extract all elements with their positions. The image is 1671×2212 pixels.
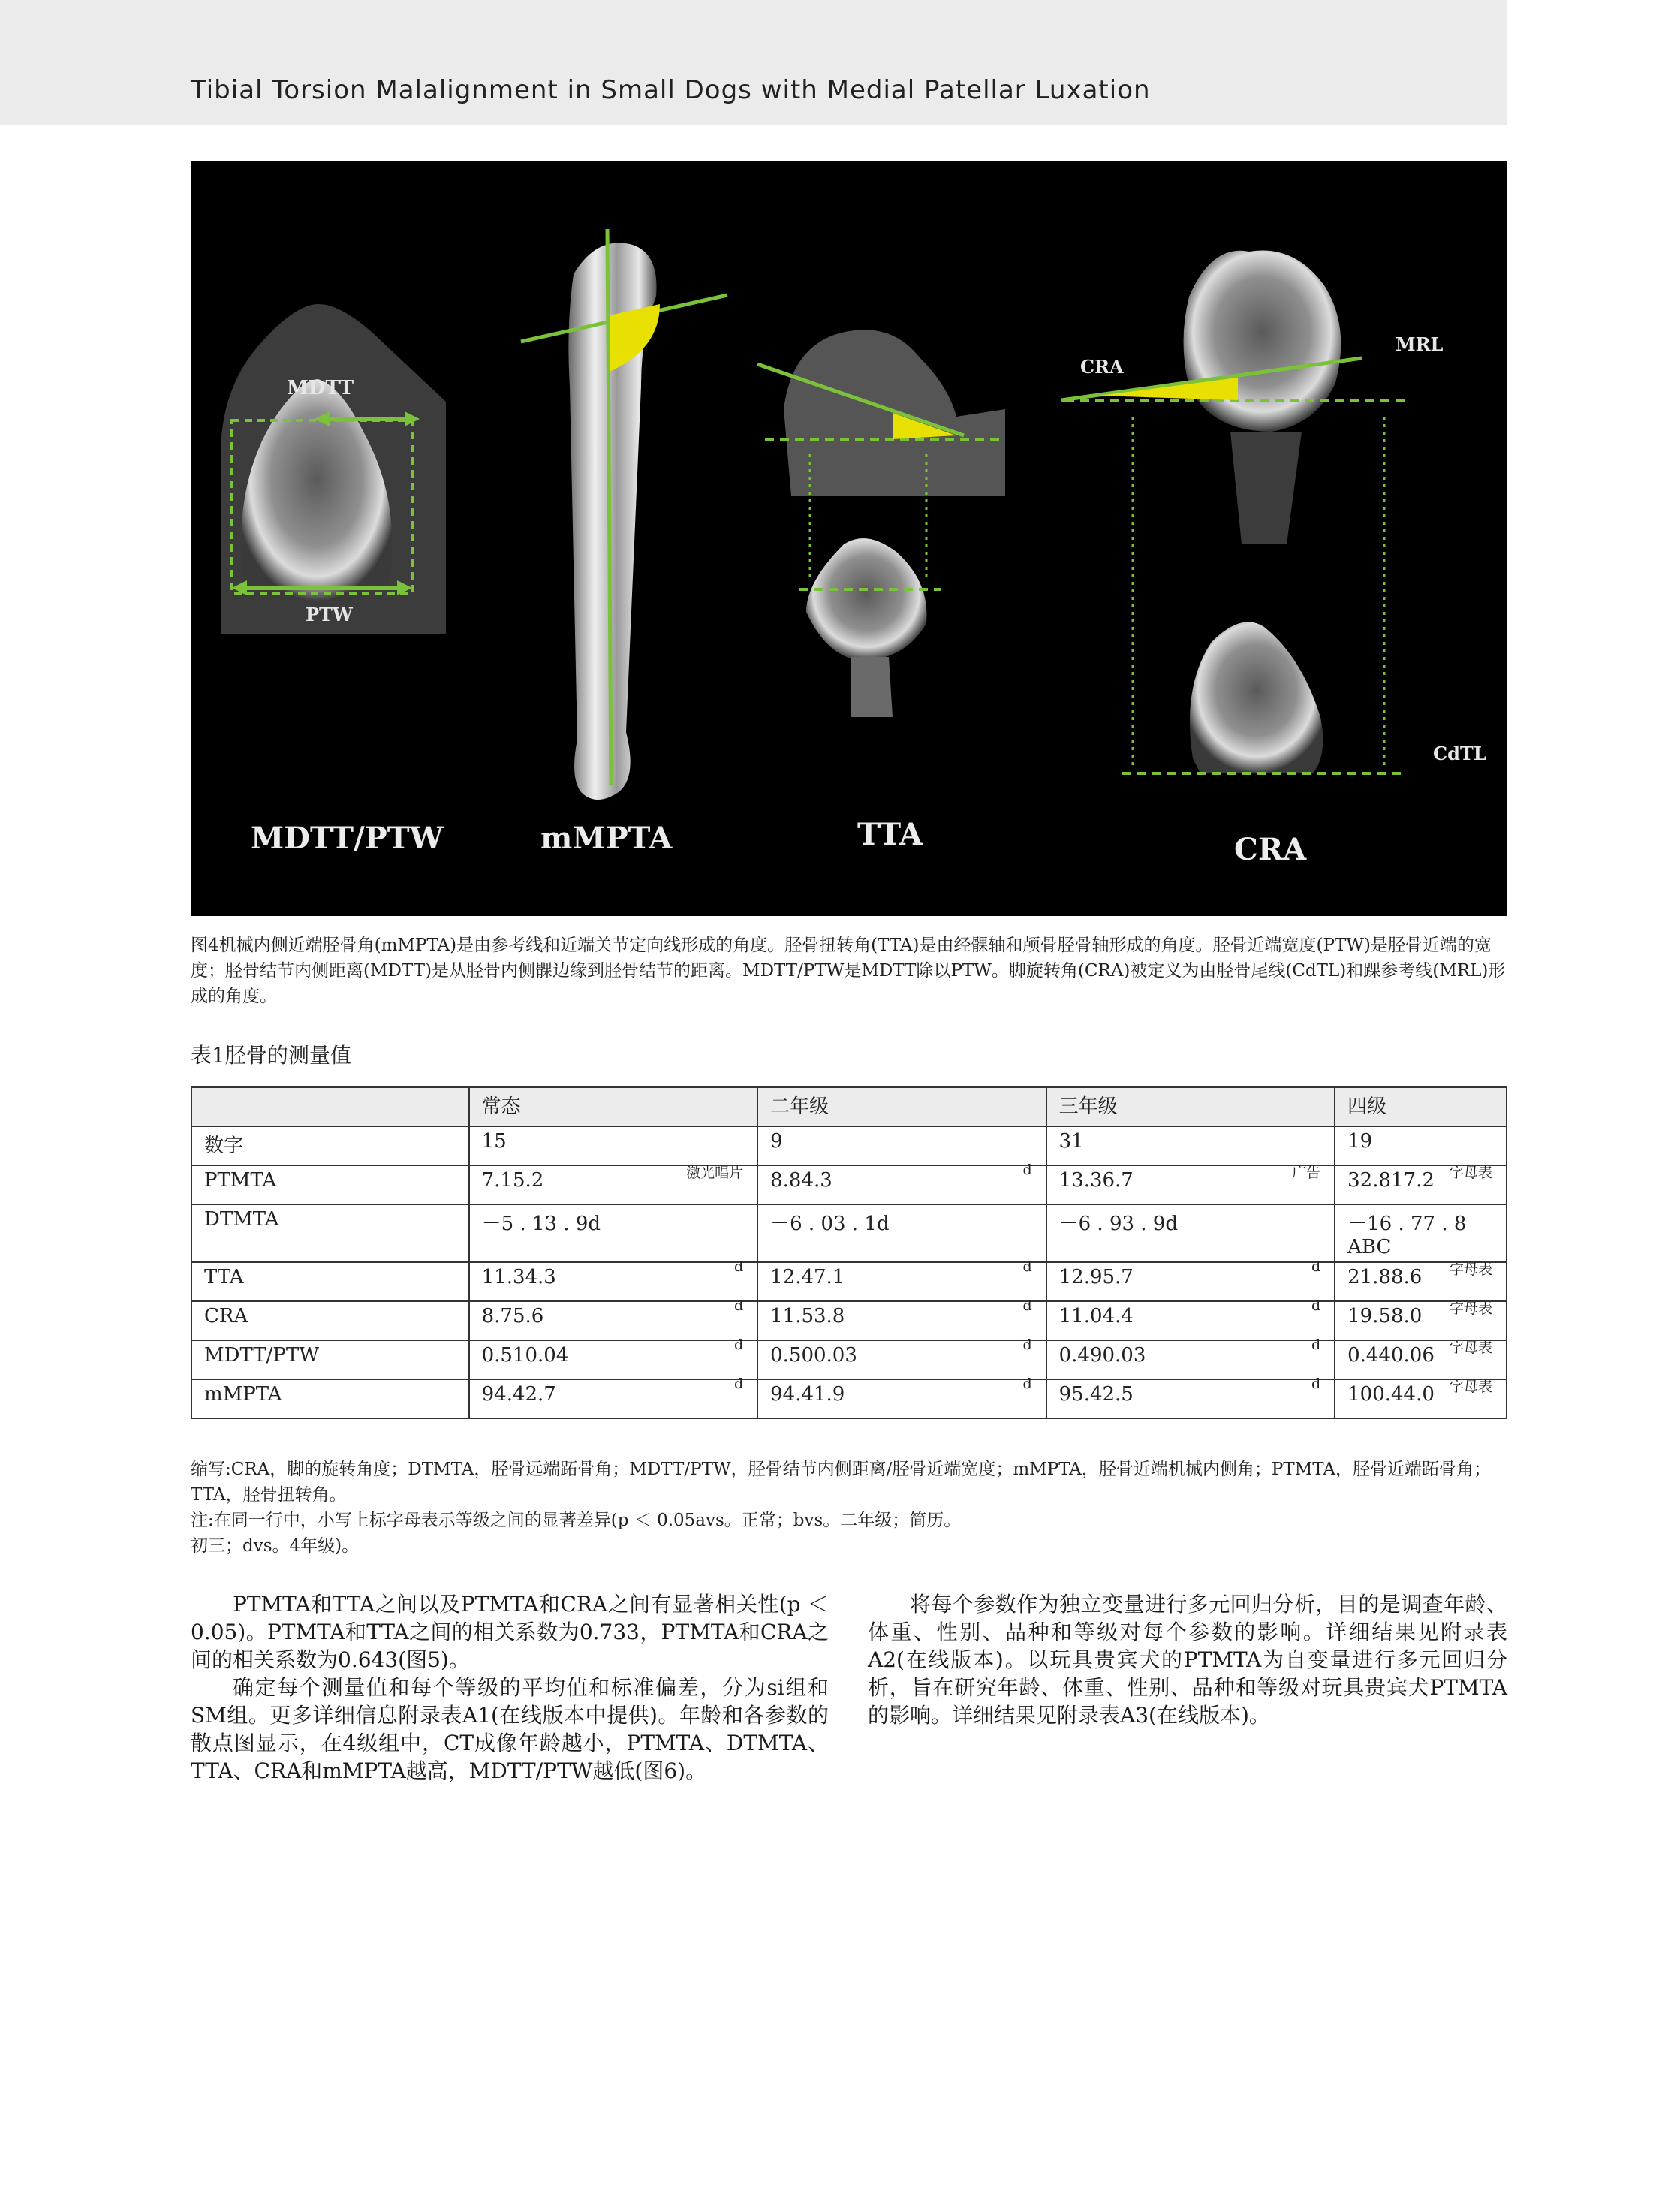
significance-superscript: d — [1311, 1376, 1321, 1392]
table-cell — [1335, 1204, 1507, 1262]
cell-value: －6 . 93 . 9d — [1058, 1213, 1179, 1235]
significance-superscript: d — [733, 1376, 744, 1392]
table-header-cell: 四级 — [1335, 1087, 1507, 1126]
mrl-annotation: MRL — [1396, 333, 1444, 355]
cell-value: 12.47.1 — [770, 1266, 845, 1288]
table-cell — [469, 1204, 758, 1262]
distal-tibia-axial — [806, 538, 927, 661]
table-header-cell: 三年级 — [1046, 1087, 1335, 1126]
significance-superscript: 字母表 — [1449, 1261, 1492, 1278]
cell-value: －16 . 77 . 8 ABC — [1347, 1213, 1467, 1258]
significance-superscript: d — [1022, 1162, 1032, 1178]
panel-label-mmpta: mMPTA — [540, 821, 673, 856]
table-row — [191, 1165, 1507, 1204]
table-cell — [1335, 1126, 1507, 1165]
running-title: Tibial Torsion Malalignment in Small Dogs with Medial Patellar Luxation — [191, 75, 1151, 105]
table-cell — [1046, 1165, 1335, 1204]
cell-value: －6 . 03 . 1d — [770, 1213, 890, 1235]
panel-label-tta: TTA — [857, 817, 923, 852]
significance-superscript: d — [1022, 1297, 1032, 1314]
cell-value: 0.440.06 — [1347, 1344, 1435, 1367]
significance-superscript: 字母表 — [1449, 1340, 1492, 1356]
cell-value: 7.15.2 — [481, 1169, 544, 1192]
table-cell — [1046, 1337, 1335, 1379]
significance-note-line2: 初三；dvs。4年级)。 — [191, 1536, 360, 1556]
table-cell — [469, 1297, 758, 1340]
panel-mmpta — [521, 229, 727, 856]
row-label: mMPTA — [191, 1379, 469, 1418]
table-cell — [757, 1258, 1046, 1301]
table-header-cell — [191, 1087, 469, 1126]
significance-superscript: d — [1311, 1337, 1321, 1353]
panel-mdtt-ptw — [221, 304, 446, 856]
cell-value: 0.500.03 — [770, 1344, 857, 1367]
cell-value: 8.75.6 — [481, 1305, 544, 1328]
cell-value: 9 — [770, 1130, 783, 1153]
table-cell — [757, 1126, 1046, 1165]
significance-note-line1: 注:在同一行中，小写上标字母表示等级之间的显著差异(p ＜ 0.05avs。正常；bvs。二年级；简历。 — [191, 1511, 962, 1530]
cell-value: －5 . 13 . 9d — [481, 1213, 601, 1235]
row-label: MDTT/PTW — [191, 1340, 469, 1379]
figure-caption: 图4机械内侧近端胫骨角(mMPTA)是由参考线和近端关节定向线形成的角度。胫骨扭转角(TTA)是由经髁轴和颅骨胫骨轴形成的角度。胫骨近端宽度(PTW)是胫骨近端的宽度；胫骨结节内侧距离(MDTT)是从胫骨内侧髁边缘到胫骨结节的距离。MDTT/PTW是MDTT除以PTW。脚旋转角(CRA)被定义为由胫骨尾线(CdTL)和踝参考线(MRL)形成的角度。 — [191, 936, 1506, 1006]
table-title: 表1胫骨的测量值 — [191, 1043, 351, 1068]
significance-superscript: d — [1022, 1376, 1032, 1392]
panel-cra — [1061, 250, 1486, 867]
cell-value: 31 — [1058, 1130, 1084, 1153]
row-label: CRA — [191, 1301, 469, 1340]
table-cell — [1046, 1376, 1335, 1418]
panel-label-mdtt-ptw: MDTT/PTW — [251, 821, 444, 856]
table-cell — [1335, 1340, 1507, 1379]
ankle-axial-bone — [1184, 250, 1341, 432]
body-right-column — [868, 1590, 1507, 1729]
significance-superscript: d — [733, 1337, 744, 1353]
cell-value: 13.36.7 — [1058, 1169, 1134, 1192]
table-cell — [757, 1297, 1046, 1340]
table-row — [191, 1340, 1507, 1379]
cell-value: 0.510.04 — [481, 1344, 569, 1367]
table-cell — [469, 1126, 758, 1165]
mdtt-label: MDTT — [287, 377, 354, 399]
cra-annotation: CRA — [1080, 356, 1124, 378]
significance-superscript: d — [1311, 1258, 1321, 1275]
ct-figure-illustration — [191, 161, 1507, 916]
table-row — [191, 1301, 1507, 1340]
table-cell — [1335, 1165, 1507, 1204]
cell-value: 100.44.0 — [1347, 1383, 1435, 1406]
ptw-label: PTW — [306, 604, 353, 625]
table-cell — [1046, 1297, 1335, 1340]
row-label: DTMTA — [191, 1204, 469, 1262]
table-header-row — [191, 1087, 1507, 1126]
panel-label-cra: CRA — [1234, 832, 1307, 867]
table-cell — [469, 1258, 758, 1301]
cell-value: 32.817.2 — [1347, 1169, 1435, 1192]
cell-value: 19.58.0 — [1347, 1305, 1423, 1328]
running-header — [0, 0, 1507, 125]
significance-superscript: 激光唱片 — [686, 1165, 744, 1181]
table-cell — [1335, 1301, 1507, 1340]
cell-value: 15 — [481, 1130, 507, 1153]
cell-value: 11.04.4 — [1058, 1305, 1134, 1328]
significance-superscript: d — [733, 1297, 744, 1314]
table-cell — [1046, 1126, 1335, 1165]
cell-value: 94.41.9 — [770, 1383, 845, 1406]
significance-superscript: d — [1022, 1337, 1032, 1353]
table-row — [191, 1262, 1507, 1301]
table-cell — [1046, 1258, 1335, 1301]
cra-angle-wedge — [1099, 378, 1238, 400]
body-paragraph: 将每个参数作为独立变量进行多元回归分析，目的是调查年龄、体重、性别、品种和等级对每个参数的影响。详细结果见附录表A2(在线版本)。以玩具贵宾犬的PTMTA为自变量进行多元回归分析，旨在研究年龄、体重、性别、品种和等级对玩具贵宾犬PTMTA的影响。详细结果见附录表A3(在线版本)。 — [868, 1592, 1507, 1728]
cell-value: 95.42.5 — [1058, 1383, 1134, 1406]
cell-value: 94.42.7 — [481, 1383, 556, 1406]
cell-value: 0.490.03 — [1058, 1344, 1146, 1367]
figure-4 — [191, 161, 1507, 916]
body-left-column — [191, 1590, 829, 1785]
significance-superscript: d — [733, 1258, 744, 1275]
significance-superscript: 广告 — [1292, 1165, 1321, 1181]
cell-value: 19 — [1347, 1130, 1373, 1153]
cell-value: 8.84.3 — [770, 1169, 832, 1192]
body-paragraph: 确定每个测量值和每个等级的平均值和标准偏差，分为si组和SM组。更多详细信息附录表A1(在线版本中提供)。年龄和各参数的散点图显示，在4级组中，CT成像年龄越小，PTMTA、DTMTA、TTA、CRA和mMPTA越高，MDTT/PTW越低(图6)。 — [191, 1675, 829, 1783]
table-cell — [1046, 1204, 1335, 1262]
significance-superscript: d — [1311, 1297, 1321, 1314]
cell-value: 11.34.3 — [481, 1266, 556, 1288]
tibia-distal-axial — [1190, 622, 1323, 773]
table-cell — [469, 1376, 758, 1418]
measurement-table — [191, 1086, 1507, 1419]
table-footnotes — [191, 1457, 1507, 1559]
table-row — [191, 1379, 1507, 1418]
cdtl-annotation: CdTL — [1433, 743, 1486, 764]
table-row — [191, 1204, 1507, 1262]
abbreviations-note: 缩写:CRA，脚的旋转角度；DTMTA，胫骨远端跖骨角；MDTT/PTW，胫骨结节内侧距离/胫骨近端宽度；mMPTA，胫骨近端机械内侧角；PTMTA，胫骨近端跖骨角；TTA，胫骨扭转角。 — [191, 1460, 1491, 1505]
panel-tta — [757, 330, 1005, 852]
cell-value: 11.53.8 — [770, 1305, 845, 1328]
significance-superscript: d — [1022, 1258, 1032, 1275]
table-cell — [1335, 1379, 1507, 1418]
body-paragraph: PTMTA和TTA之间以及PTMTA和CRA之间有显著相关性(p ＜ 0.05)。PTMTA和TTA之间的相关系数为0.733，PTMTA和CRA之间的相关系数为0.643(图5)。 — [191, 1592, 829, 1672]
table-cell — [757, 1162, 1046, 1204]
row-label: TTA — [191, 1262, 469, 1301]
row-label: PTMTA — [191, 1165, 469, 1204]
cell-value: 12.95.7 — [1058, 1266, 1134, 1288]
significance-superscript: 字母表 — [1449, 1379, 1492, 1395]
table-cell — [757, 1376, 1046, 1418]
significance-superscript: 字母表 — [1449, 1300, 1492, 1317]
significance-superscript: 字母表 — [1449, 1165, 1492, 1181]
table-cell — [469, 1165, 758, 1204]
table-header-cell: 常态 — [469, 1087, 758, 1126]
table-cell — [757, 1337, 1046, 1379]
row-label: 数字 — [191, 1126, 469, 1165]
table-cell — [757, 1204, 1046, 1262]
table-header-cell: 二年级 — [757, 1087, 1046, 1126]
cell-value: 21.88.6 — [1347, 1266, 1423, 1288]
table-cell — [1335, 1262, 1507, 1301]
table-cell — [469, 1337, 758, 1379]
table-row — [191, 1126, 1507, 1165]
